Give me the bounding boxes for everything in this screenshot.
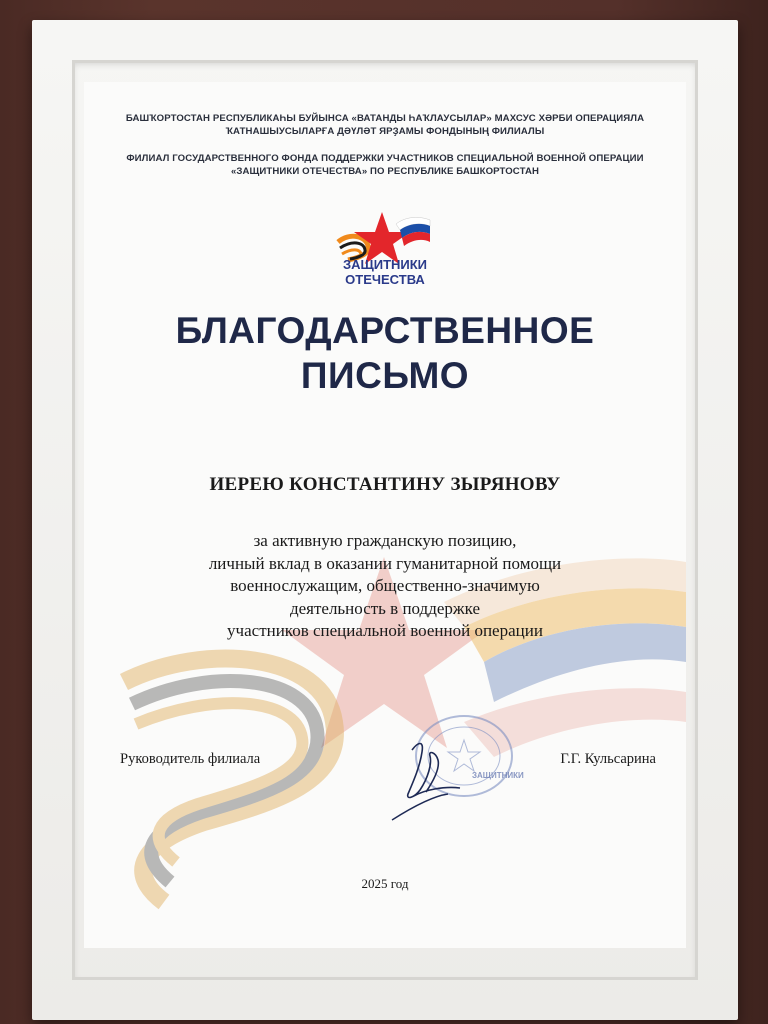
header-russian	[104, 152, 666, 178]
header-bashkir-line-1: БАШҠОРТОСТАН РЕСПУБЛИКАҺЫ БУЙЫНСА «ВАТАНДЫ ҺАҠЛАУСЫЛАР» МАХСУС ХӘРБИ ОПЕРАЦИЯЛА	[125, 113, 645, 124]
document-year: 2025 год	[361, 876, 409, 891]
header-russian-line-2: «ЗАЩИТНИКИ ОТЕЧЕСТВА» ПО РЕСПУБЛИКЕ БАШКОРТОСТАН	[230, 166, 540, 177]
watermark-ribbon-left	[124, 659, 335, 902]
certificate-paper	[84, 82, 686, 948]
header-bashkir	[104, 112, 666, 138]
body-line: деятельность в поддержке	[289, 598, 481, 618]
header-russian-line-1: ФИЛИАЛ ГОСУДАРСТВЕННОГО ФОНДА ПОДДЕРЖКИ УЧАСТНИКОВ СПЕЦИАЛЬНОЙ ВОЕННОЙ ОПЕРАЦИИ	[126, 153, 644, 164]
logo-line-2: ОТЕЧЕСТВА	[345, 272, 425, 287]
header-bashkir-line-2: ҠАТНАШЫУСЫЛАРҒА ДӘҮЛӘТ ЯРҘАМЫ ФОНДЫНЫҢ ФИЛИАЛЫ	[225, 126, 545, 137]
stamp-label: ЗАЩИТНИКИ	[472, 771, 524, 780]
recipient-name: ИЕРЕЮ КОНСТАНТИНУ ЗЫРЯНОВУ	[209, 474, 561, 495]
logo-wordmark	[300, 257, 470, 287]
body-line: военнослужащим, общественно-значимую	[230, 576, 540, 595]
title-line-1: БЛАГОДАРСТВЕННОЕ	[175, 310, 595, 351]
signatory-role: Руководитель филиала	[120, 751, 261, 767]
gratitude-text	[114, 530, 656, 643]
body-line: личный вклад в оказании гуманитарной помощи	[208, 553, 562, 573]
body-line: участников специальной военной операции	[227, 621, 543, 640]
document-title	[84, 308, 686, 398]
logo-line-1: ЗАЩИТНИКИ	[342, 257, 428, 272]
body-line: за активную гражданскую позицию,	[253, 531, 517, 550]
stamp-with-signature-icon	[384, 710, 524, 830]
title-line-2: ПИСЬМО	[300, 355, 470, 396]
signatory-name: Г.Г. Кульсарина	[560, 751, 656, 767]
